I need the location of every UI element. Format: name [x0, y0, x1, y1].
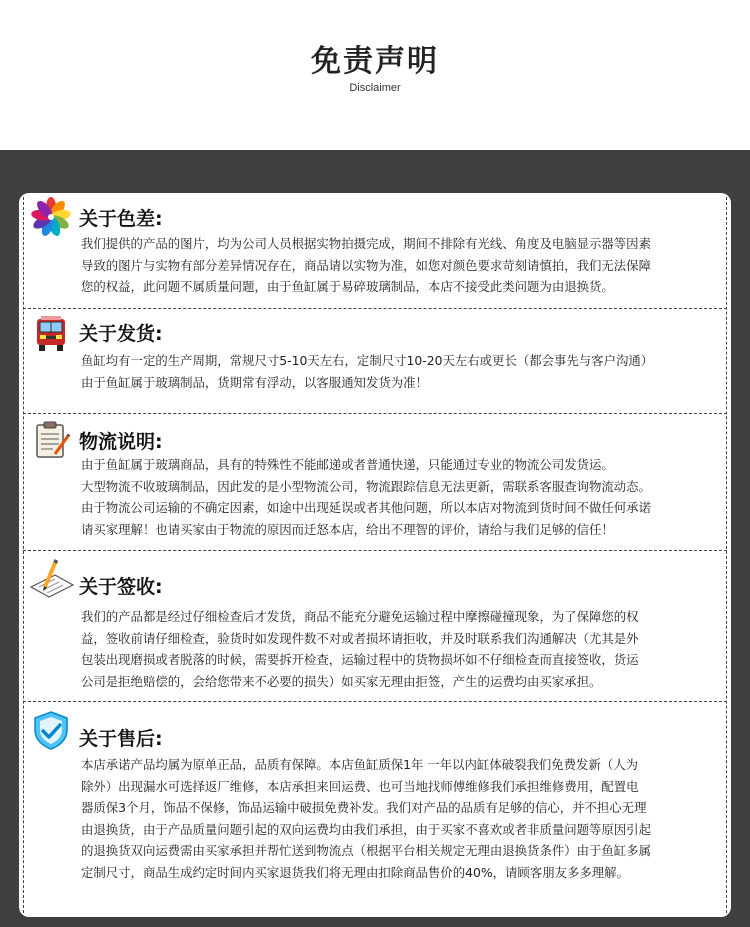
signing-pen-icon [29, 559, 75, 599]
clipboard-icon [31, 420, 71, 460]
section-line: 请买家理解！也请买家由于物流的原因而迁怒本店，给出不理智的评价，请给与我们足够的信任！ [81, 521, 614, 537]
section-signing [19, 551, 731, 701]
section-line: 您的权益，此问题不属质量问题，由于鱼缸属于易碎玻璃制品，本店不接受此类问题为由退换货。 [81, 279, 614, 294]
page-subtitle: Disclaimer [349, 82, 401, 94]
disclaimer-card [19, 193, 731, 917]
section-body [81, 350, 721, 393]
section-title: 关于售后: [79, 728, 163, 750]
section-line: 由于物流公司运输的不确定因素，如途中出现延误或者其他问题，所以本店对物流到货时间不做任何承诺 [81, 500, 651, 515]
section-after-sales [19, 702, 731, 907]
section-body [81, 233, 721, 298]
section-line: 公司是拒绝赔偿的，会给您带来不必要的损失）如买家无理由拒签，产生的运费均由买家承担。 [81, 673, 602, 689]
section-line: 定制尺寸，商品生成约定时间内买家退货我们将无理由扣除商品售价的40%，请顾客朋友多多理解。 [81, 864, 629, 880]
section-line: 本店承诺产品均属为原单正品，品质有保障。本店鱼缸质保1年 一年以内缸体破裂我们免费发新（人为 [81, 757, 639, 772]
section-line: 我们的产品都是经过仔细检查后才发货，商品不能充分避免运输过程中摩擦碰撞现象，为了保障您的权 [81, 609, 639, 624]
section-line: 导致的图片与实物有部分差异情况存在，商品请以实物为准，如您对颜色要求苛刻请慎拍，我们无法保障 [81, 257, 651, 273]
section-title: 关于发货: [79, 323, 163, 345]
page-header [0, 0, 750, 150]
section-line: 包装出现磨损或者脱落的时候，需要拆开检查，运输过程中的货物损坏如不仔细检查而直接签收，货运 [81, 652, 639, 667]
section-body [81, 754, 721, 883]
color-wheel-icon [31, 197, 71, 237]
section-shipping [19, 309, 731, 413]
section-title: 物流说明: [79, 431, 163, 453]
section-title: 关于签收: [79, 576, 163, 598]
section-title: 关于色差: [79, 208, 163, 230]
section-line: 由于鱼缸属于玻璃制品，货期常有浮动，以客服通知发货为准！ [81, 374, 428, 390]
section-line: 鱼缸均有一定的生产周期，常规尺寸5-10天左右，定制尺寸10-20天左右或更长（都会事先与客户沟通） [81, 353, 654, 368]
section-line: 我们提供的产品的图片，均为公司人员根据实物拍摄完成，期间不排除有光线、角度及电脑显示器等因素 [81, 236, 651, 251]
page-title: 免责声明 [311, 44, 439, 79]
section-line: 器质保3个月，饰品不保修，饰品运输中破损免费补发。我们对产品的品质有足够的信心，并不担心无理 [81, 800, 647, 815]
section-line: 的退换货双向运费需由买家承担并帮忙送到物流点（根据平台相关规定无理由退换货条件）由于鱼缸多属 [81, 843, 651, 858]
section-logistics [19, 414, 731, 550]
section-body [81, 606, 721, 692]
shield-check-icon [31, 710, 71, 750]
section-color-difference [19, 193, 731, 308]
section-line: 由于鱼缸属于玻璃商品，具有的特殊性不能邮递或者普通快递，只能通过专业的物流公司发货运。 [81, 457, 614, 472]
section-body [81, 454, 721, 540]
section-line: 益，签收前请仔细检查，验货时如发现件数不对或者损坏请拒收，并及时联系我们沟通解决（尤其是外 [81, 630, 639, 646]
section-line: 由退换货，由于产品质量问题引起的双向运费均由我们承担，由于买家不喜欢或者非质量问题等原因引起 [81, 821, 651, 837]
delivery-truck-icon [31, 315, 71, 355]
section-line: 除外）出现漏水可选择返厂维修，本店承担来回运费、也可当地找师傅维修我们承担维修费用，配置电 [81, 778, 639, 794]
section-line: 大型物流不收玻璃制品，因此发的是小型物流公司，物流跟踪信息无法更新，需联系客服查询物流动态。 [81, 478, 651, 494]
